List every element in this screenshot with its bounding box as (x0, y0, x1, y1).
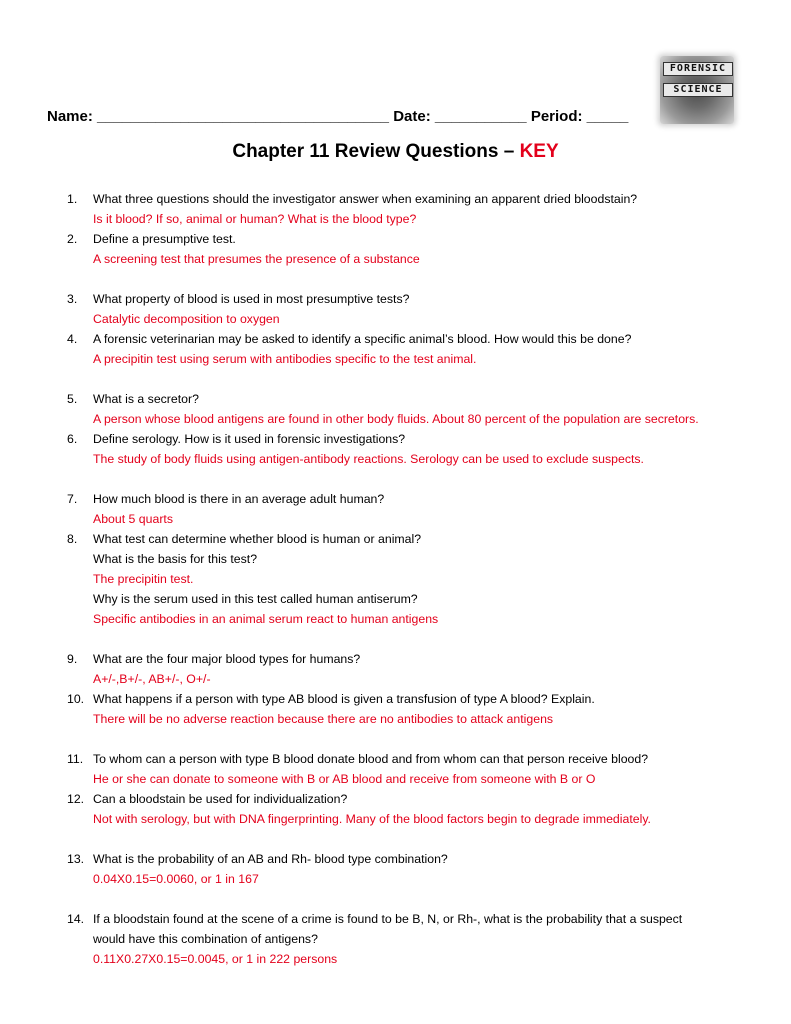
answer-text: Not with serology, but with DNA fingerprinting. Many of the blood factors begin to degrade immediately. (93, 812, 651, 826)
question-item (67, 849, 767, 889)
question-number: 3. (67, 292, 78, 306)
question-text-part-3: Why is the serum used in this test called human antiserum? (93, 592, 418, 606)
answer-text: A screening test that presumes the presence of a substance (93, 252, 420, 266)
logo-line-1: FORENSIC (663, 62, 733, 76)
name-blank: ___________________________________ (97, 108, 390, 125)
question-number: 7. (67, 492, 78, 506)
question-item (67, 489, 767, 529)
answer-text: A person whose blood antigens are found in other body fluids. About 80 percent of the population are secretors. (93, 412, 699, 426)
question-item (67, 789, 767, 829)
question-text: What property of blood is used in most presumptive tests? (93, 292, 410, 306)
question-text: How much blood is there in an average adult human? (93, 492, 385, 506)
question-text: Define serology. How is it used in forensic investigations? (93, 432, 406, 446)
question-number: 14. (67, 912, 85, 926)
answer-text: Catalytic decomposition to oxygen (93, 312, 280, 326)
question-item (67, 649, 767, 689)
question-item (67, 189, 767, 229)
name-label: Name: (47, 108, 93, 125)
answer-text: The study of body fluids using antigen-antibody reactions. Serology can be used to exclude suspects. (93, 452, 644, 466)
answer-text: The precipitin test. (93, 572, 194, 586)
date-blank: ___________ (434, 108, 527, 125)
question-list (67, 189, 767, 969)
question-text: What three questions should the investigator answer when examining an apparent dried bloodstain? (93, 192, 638, 206)
answer-text: About 5 quarts (93, 512, 173, 526)
title-key: KEY (519, 141, 559, 162)
question-text: What happens if a person with type AB blood is given a transfusion of type A blood? Explain. (93, 692, 595, 706)
question-text: What are the four major blood types for humans? (93, 652, 361, 666)
answer-text: He or she can donate to someone with B or AB blood and receive from someone with B or O (93, 772, 596, 786)
answer-text: 0.04X0.15=0.0060, or 1 in 167 (93, 872, 259, 886)
question-text-part-2: What is the basis for this test? (93, 552, 258, 566)
date-label: Date: (393, 108, 431, 125)
question-item (67, 389, 767, 429)
question-text: Can a bloodstain be used for individualization? (93, 792, 348, 806)
question-text-continued: would have this combination of antigens? (93, 932, 318, 946)
question-text: What is a secretor? (93, 392, 199, 406)
question-text: Define a presumptive test. (93, 232, 236, 246)
question-number: 12. (67, 792, 85, 806)
question-text: A forensic veterinarian may be asked to identify a specific animal’s blood. How would this be done? (93, 332, 632, 346)
period-label: Period: (530, 108, 583, 125)
answer-text: There will be no adverse reaction because there are no antibodies to attack antigens (93, 712, 554, 726)
question-number: 2. (67, 232, 78, 246)
question-text: What is the probability of an AB and Rh- blood type combination? (93, 852, 448, 866)
question-text: To whom can a person with type B blood donate blood and from whom can that person receive blood? (93, 752, 649, 766)
answer-text: 0.11X0.27X0.15=0.0045, or 1 in 222 persons (93, 952, 338, 966)
question-number: 8. (67, 532, 78, 546)
logo-line-2: SCIENCE (663, 83, 733, 97)
question-number: 9. (67, 652, 78, 666)
question-number: 13. (67, 852, 85, 866)
period-blank: _____ (586, 108, 629, 125)
answer-text: A+/-,B+/-, AB+/-, O+/- (93, 672, 211, 686)
question-item (67, 229, 767, 269)
question-item (67, 289, 767, 329)
question-item (67, 909, 767, 969)
answer-text-part-2: Specific antibodies in an animal serum react to human antigens (93, 612, 439, 626)
answer-text: Is it blood? If so, animal or human? What is the blood type? (93, 212, 417, 226)
question-item (67, 529, 767, 629)
question-number: 10. (67, 692, 85, 706)
question-number: 4. (67, 332, 78, 346)
answer-text: A precipitin test using serum with antibodies specific to the test animal. (93, 352, 477, 366)
question-item (67, 329, 767, 369)
question-item (67, 749, 767, 789)
forensic-science-logo (660, 56, 734, 124)
student-info-header (47, 108, 667, 125)
question-number: 5. (67, 392, 78, 406)
question-item (67, 689, 767, 729)
question-number: 11. (67, 752, 84, 766)
question-number: 1. (67, 192, 78, 206)
question-item (67, 429, 767, 469)
question-text: If a bloodstain found at the scene of a crime is found to be B, N, or Rh-, what is the probability that a suspect (93, 912, 683, 926)
question-number: 6. (67, 432, 78, 446)
question-text: What test can determine whether blood is human or animal? (93, 532, 422, 546)
title-text: Chapter 11 Review Questions – (232, 141, 515, 162)
page-title (0, 141, 791, 163)
